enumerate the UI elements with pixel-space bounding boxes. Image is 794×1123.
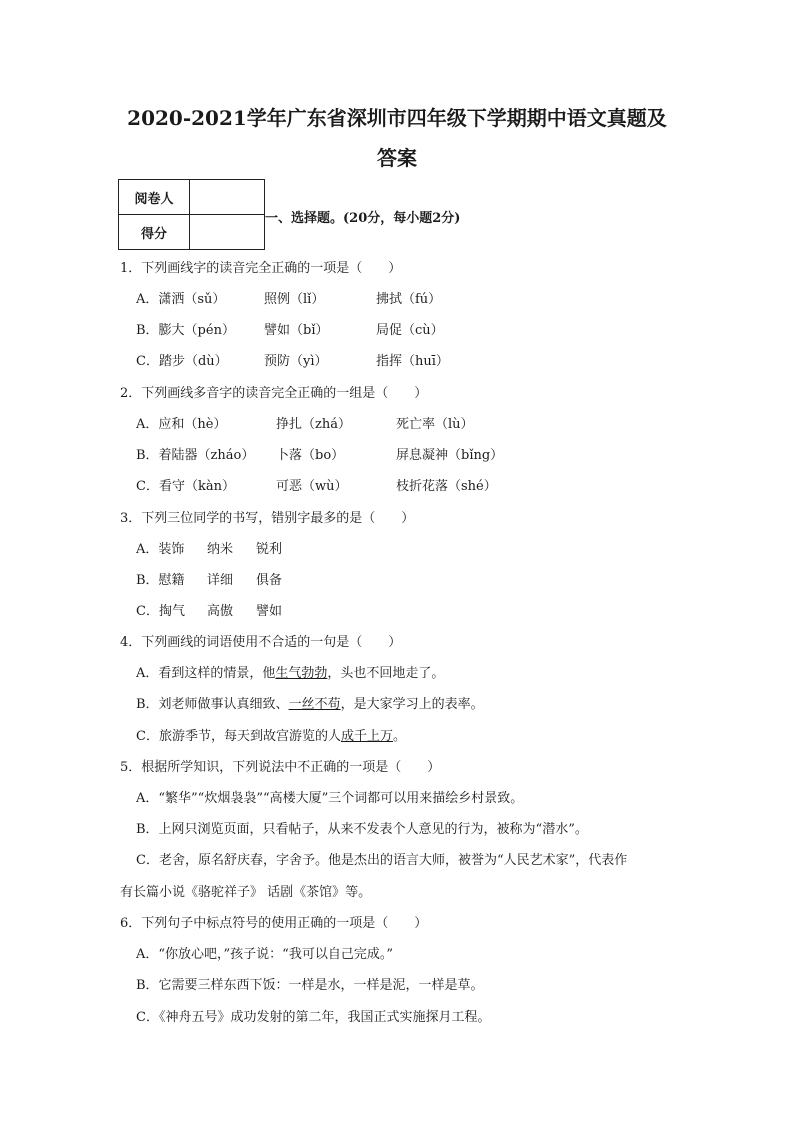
option-text: C．踏步（dù） <box>136 354 228 369</box>
question-6-option-b: B．它需要三样东西下饭：一样是水，一样是泥，一样是草。 <box>136 978 484 993</box>
option-text: A．潇洒（sǔ） <box>136 292 226 307</box>
option-text: A．应和（hè） <box>136 417 227 432</box>
option-text: C．旅游季节，每天到故宫游览的人 <box>136 729 341 744</box>
question-5-option-a: A．“繁华”“炊烟袅袅”“高楼大厦”三个词都可以用来描绘乡村景致。 <box>136 791 524 806</box>
question-1-stem: 1．下列画线字的读音完全正确的一项是（ ） <box>120 261 402 276</box>
option-text: B．慰籍 <box>136 573 185 588</box>
option-text: ，头也不回地走了。 <box>327 666 445 681</box>
option-text: 挣扎（zhá） <box>276 417 351 432</box>
option-text: B．刘老师做事认真细致、 <box>136 697 289 712</box>
question-6-stem: 6．下列句子中标点符号的使用正确的一项是（ ） <box>120 916 428 931</box>
question-4-option-c <box>136 728 406 746</box>
question-1-option-a <box>136 291 442 309</box>
score-field[interactable] <box>190 215 265 250</box>
underlined-phrase: 一丝不苟 <box>288 697 341 712</box>
option-text: 譬如 <box>256 604 283 619</box>
question-4-stem: 4．下列画线的词语使用不合适的一句是（ ） <box>120 635 402 650</box>
question-2-option-c <box>136 478 497 496</box>
option-text: A．装饰 <box>136 542 185 557</box>
question-2-option-a <box>136 416 474 434</box>
option-text: 俱备 <box>256 573 283 588</box>
question-5-stem: 5．根据所学知识，下列说法中不正确的一项是（ ） <box>120 760 441 775</box>
question-6-option-c: C．《神舟五号》成功发射的第二年，我国正式实施探月工程。 <box>136 1010 491 1025</box>
exam-title-line2: 答案 <box>377 146 417 170</box>
option-text: 局促（cù） <box>376 323 444 338</box>
option-text: 锐利 <box>256 542 283 557</box>
section-heading: 一、选择题。(20分，每小题2分) <box>265 211 461 226</box>
option-text: 死亡率（lù） <box>396 417 474 432</box>
option-text: C．看守（kàn） <box>136 479 235 494</box>
question-3-stem: 3．下列三位同学的书写，错别字最多的是（ ） <box>120 511 415 526</box>
question-5-option-b: B．上网只浏览页面，只看帖子，从来不发表个人意见的行为，被称为“潜水”。 <box>136 822 588 837</box>
option-text: B．膨大（pén） <box>136 323 235 338</box>
question-1-option-c <box>136 353 449 371</box>
option-text: B．着陆器（zháo） <box>136 448 255 463</box>
option-text: 屏息凝神（bǐng） <box>396 448 504 463</box>
reviewer-field[interactable] <box>190 180 265 215</box>
question-5-option-c-line2: 有长篇小说《骆驼祥子》 话剧《茶馆》等。 <box>120 885 372 900</box>
exam-title-line1: 2020-2021学年广东省深圳市四年级下学期期中语文真题及 <box>127 106 667 130</box>
reviewer-label: 阅卷人 <box>119 180 190 215</box>
question-5-option-c-line1: C．老舍，原名舒庆春，字舍予。他是杰出的语言大师，被誉为“人民艺术家”，代表作 <box>136 853 628 868</box>
score-label: 得分 <box>119 215 190 250</box>
question-1-option-b <box>136 322 444 340</box>
question-4-option-b <box>136 696 484 714</box>
option-text: 可恶（wù） <box>276 479 348 494</box>
option-text: 高傲 <box>207 604 234 619</box>
option-text: 拂拭（fú） <box>376 292 442 307</box>
question-2-stem: 2．下列画线多音字的读音完全正确的一组是（ ） <box>120 386 428 401</box>
option-text: 照例（lǐ） <box>264 292 325 307</box>
option-text: C．掏气 <box>136 604 185 619</box>
question-3-option-a <box>136 541 283 559</box>
option-text: 譬如（bǐ） <box>264 323 329 338</box>
question-6-option-a: A．“你放心吧，”孩子说：“我可以自己完成。” <box>136 947 393 962</box>
option-text: 详细 <box>207 573 234 588</box>
option-text: 。 <box>392 729 406 744</box>
question-3-option-b <box>136 572 283 590</box>
question-2-option-b <box>136 447 504 465</box>
underlined-phrase: 生气勃勃 <box>275 666 328 681</box>
option-text: A．看到这样的情景，他 <box>136 666 276 681</box>
option-text: 纳米 <box>207 542 234 557</box>
underlined-phrase: 成千上万 <box>340 729 393 744</box>
option-text: 枝折花落（shé） <box>396 479 497 494</box>
question-3-option-c <box>136 603 283 621</box>
option-text: 预防（yì） <box>264 354 328 369</box>
score-box <box>118 179 265 250</box>
option-text: 卜落（bo） <box>276 448 345 463</box>
option-text: 指挥（huī） <box>376 354 449 369</box>
option-text: ，是大家学习上的表率。 <box>340 697 484 712</box>
question-4-option-a <box>136 665 444 683</box>
